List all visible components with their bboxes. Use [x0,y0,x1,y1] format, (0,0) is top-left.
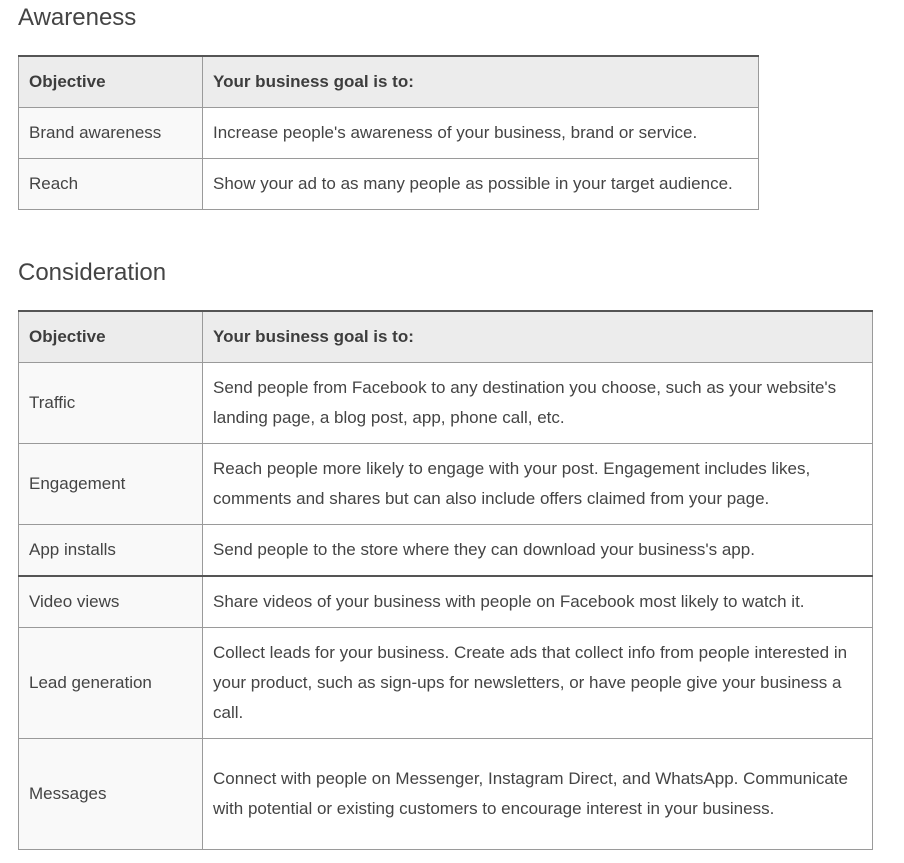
objective-cell: App installs [19,525,203,577]
consideration-table [18,310,873,850]
objective-cell: Traffic [19,363,203,444]
goal-cell: Send people from Facebook to any destination you choose, such as your website's landing page, a blog post, app, phone call, etc. [203,363,873,444]
header-objective: Objective [19,56,203,108]
goal-cell: Reach people more likely to engage with your post. Engagement includes likes, comments and shares but can also include offers claimed from your page. [203,444,873,525]
table-row [19,108,759,159]
goal-cell: Increase people's awareness of your business, brand or service. [203,108,759,159]
goal-cell: Show your ad to as many people as possible in your target audience. [203,159,759,210]
awareness-table [18,55,759,210]
goal-cell: Share videos of your business with people on Facebook most likely to watch it. [203,576,873,628]
objective-cell: Engagement [19,444,203,525]
table-header-row [19,56,759,108]
table-row [19,159,759,210]
objective-cell: Messages [19,739,203,850]
objective-cell: Reach [19,159,203,210]
table-row [19,363,873,444]
goal-cell: Send people to the store where they can download your business's app. [203,525,873,577]
table-header-row [19,311,873,363]
header-goal: Your business goal is to: [203,56,759,108]
table-row [19,576,873,628]
section-title-consideration: Consideration [18,259,167,286]
objective-cell: Lead generation [19,628,203,739]
table-row [19,739,873,850]
objective-cell: Video views [19,576,203,628]
table-row [19,628,873,739]
objective-cell: Brand awareness [19,108,203,159]
goal-cell: Connect with people on Messenger, Instagram Direct, and WhatsApp. Communicate with potential or existing customers to encourage interest in your business. [203,739,873,850]
header-objective: Objective [19,311,203,363]
goal-cell: Collect leads for your business. Create ads that collect info from people interested in your product, such as sign-ups for newsletters, or have people give your business a call. [203,628,873,739]
section-title-awareness: Awareness [18,4,137,31]
table-row [19,444,873,525]
table-row [19,525,873,577]
header-goal: Your business goal is to: [203,311,873,363]
